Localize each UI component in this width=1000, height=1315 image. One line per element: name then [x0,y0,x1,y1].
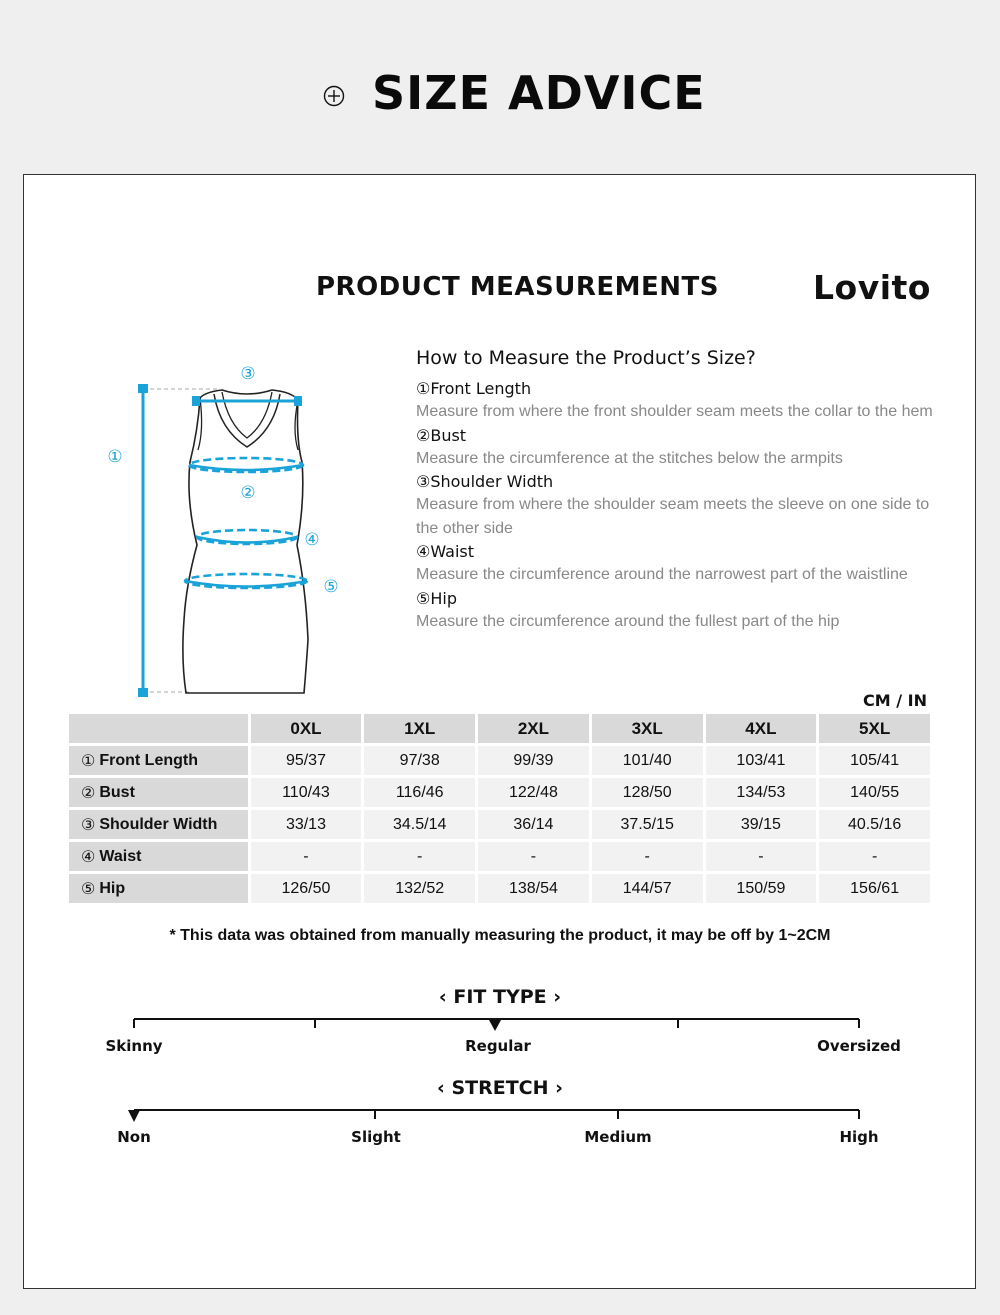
table-cell: 110/43 [251,778,362,807]
stretch-title: ‹ STRETCH › [437,1077,563,1099]
row-label-text: Bust [99,783,135,801]
table-cell: 105/41 [819,746,930,775]
howto-item-waist [416,540,936,587]
marker-front-length: ① [107,447,123,467]
howto-item-shoulder-width [416,470,936,540]
stretch-label-high: High [839,1128,879,1146]
stretch-indicator [128,1110,140,1122]
marker-hip: ⑤ [323,577,339,597]
size-header: 2XL [478,714,589,743]
howto-item-front-length [416,377,936,424]
row-label-text: Waist [99,847,142,865]
table-cell: - [478,842,589,871]
fit-type-label-oversized: Oversized [817,1037,901,1055]
table-cell: 37.5/15 [592,810,703,839]
stretch-label-medium: Medium [584,1128,652,1146]
fit-type-label-regular: Regular [465,1037,531,1055]
marker-waist: ④ [304,530,320,550]
table-cell: 99/39 [478,746,589,775]
row-number: ③ [81,816,96,834]
table-cell: - [706,842,817,871]
howto-item-title: ③Shoulder Width [416,472,554,491]
row-label [69,810,248,839]
fit-type-label-skinny: Skinny [105,1037,163,1055]
row-number: ④ [81,848,96,866]
fit-type-scale [0,1010,1000,1040]
page-title: SIZE ADVICE [372,66,706,120]
table-cell: 122/48 [478,778,589,807]
table-cell: 101/40 [592,746,703,775]
table-row [69,810,930,839]
howto-item-hip [416,587,936,634]
row-label-text: Hip [99,879,126,897]
marker-shoulder-width: ③ [240,364,256,384]
page-header [0,0,1000,175]
row-number: ⑤ [81,880,96,898]
howto-item-title: ①Front Length [416,379,532,398]
table-cell: - [251,842,362,871]
table-cell: - [592,842,703,871]
table-row [69,874,930,903]
table-cell: 34.5/14 [364,810,475,839]
table-cell: - [819,842,930,871]
howto-item-title: ②Bust [416,425,467,445]
fit-type-indicator [489,1020,501,1031]
row-label-text: Shoulder Width [99,815,218,833]
measurement-note: * This data was obtained from manually measuring the product, it may be off by 1~2CM [169,927,831,944]
plus-circle-icon [322,84,346,108]
table-cell: 156/61 [819,874,930,903]
stretch-scale [0,1100,1000,1130]
table-cell: 144/57 [592,874,703,903]
table-cell: 33/13 [251,810,362,839]
row-label-text: Front Length [99,751,198,769]
howto-item-desc: Measure the circumference at the stitches below the armpits [416,449,843,467]
stretch-label-slight: Slight [351,1128,401,1146]
howto-item-desc: Measure the circumference around the fullest part of the hip [416,612,840,630]
brand-logo: Lovito [813,268,931,307]
stretch-label-non: Non [117,1128,151,1146]
table-cell: 134/53 [706,778,817,807]
howto-item-title: ⑤Hip [416,588,457,608]
how-to-heading: How to Measure the Product’s Size? [416,347,756,369]
table-row [69,746,930,775]
size-header: 4XL [706,714,817,743]
marker-bust: ② [240,483,256,503]
howto-item-desc: Measure the circumference around the narrowest part of the waistline [416,566,908,583]
row-label [69,746,248,775]
table-corner-cell [69,714,248,743]
row-label [69,778,248,807]
howto-item-desc: Measure from where the front shoulder seam meets the collar to the hem [416,403,933,420]
table-cell: - [364,842,475,871]
howto-item-bust [416,424,936,471]
howto-item-desc: Measure from where the shoulder seam meets the sleeve on one side to the other side [416,496,930,537]
row-number: ② [81,784,96,802]
size-table [69,714,930,906]
table-cell: 150/59 [706,874,817,903]
table-cell: 138/54 [478,874,589,903]
row-number: ① [81,752,96,770]
size-header: 5XL [819,714,930,743]
table-cell: 36/14 [478,810,589,839]
table-cell: 103/41 [706,746,817,775]
dress-measurement-diagram [100,360,360,705]
table-cell: 40.5/16 [819,810,930,839]
table-cell: 95/37 [251,746,362,775]
table-row [69,778,930,807]
table-cell: 132/52 [364,874,475,903]
howto-item-title: ④Waist [416,542,474,561]
size-header: 3XL [592,714,703,743]
unit-label: CM / IN [863,691,927,710]
table-cell: 126/50 [251,874,362,903]
how-to-measure [416,347,936,633]
size-header: 0XL [251,714,362,743]
table-row [69,842,930,871]
table-header-row [69,714,930,743]
table-cell: 140/55 [819,778,930,807]
fit-type-title: ‹ FIT TYPE › [438,986,562,1008]
table-cell: 97/38 [364,746,475,775]
row-label [69,842,248,871]
size-header: 1XL [364,714,475,743]
table-cell: 128/50 [592,778,703,807]
table-cell: 39/15 [706,810,817,839]
table-cell: 116/46 [364,778,475,807]
product-measurements-title: PRODUCT MEASUREMENTS [316,272,719,302]
row-label [69,874,248,903]
